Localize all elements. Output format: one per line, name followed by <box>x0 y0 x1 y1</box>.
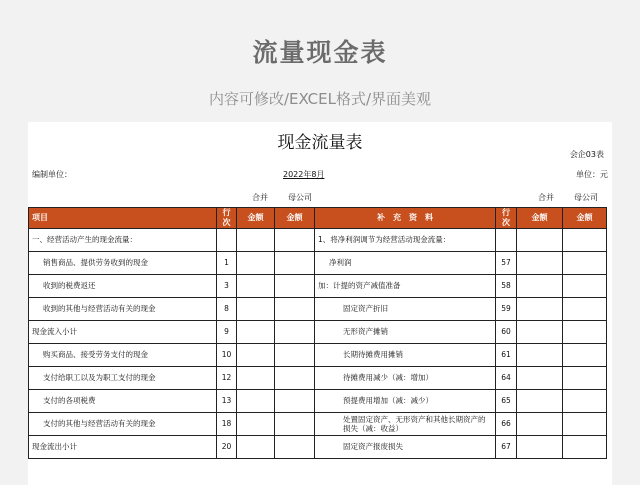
supplement-cell[interactable]: 固定资产报废损失 <box>315 436 496 459</box>
amount-cell[interactable] <box>237 367 275 390</box>
amount-cell[interactable] <box>275 321 315 344</box>
header-amount: 金额 <box>275 208 315 229</box>
line-no-cell[interactable]: 13 <box>217 390 237 413</box>
table-row <box>29 229 607 252</box>
report-date: 2022年8月 <box>283 170 325 179</box>
line-no-cell[interactable]: 59 <box>496 298 517 321</box>
amount-cell[interactable] <box>517 367 563 390</box>
org-label: 编制单位： <box>32 170 72 179</box>
supplement-cell[interactable]: 净利润 <box>315 252 496 275</box>
amount-cell[interactable] <box>275 229 315 252</box>
amount-cell[interactable] <box>563 298 607 321</box>
line-no-cell[interactable] <box>496 229 517 252</box>
item-cell[interactable]: 现金流出小计 <box>29 436 217 459</box>
item-cell[interactable]: 支付的各项税费 <box>29 390 217 413</box>
amount-cell[interactable] <box>237 321 275 344</box>
amount-cell[interactable] <box>563 344 607 367</box>
unit-label: 单位：元 <box>576 170 608 179</box>
line-no-cell[interactable]: 61 <box>496 344 517 367</box>
amount-cell[interactable] <box>517 298 563 321</box>
item-cell[interactable]: 购买商品、接受劳务支付的现金 <box>29 344 217 367</box>
table-row <box>29 252 607 275</box>
line-no-cell[interactable]: 66 <box>496 413 517 436</box>
supplement-cell[interactable]: 待摊费用减少（减：增加） <box>315 367 496 390</box>
amount-cell[interactable] <box>517 413 563 436</box>
line-no-cell[interactable]: 67 <box>496 436 517 459</box>
amount-cell[interactable] <box>517 344 563 367</box>
table-row <box>29 275 607 298</box>
supplement-cell[interactable]: 加：计提的资产减值准备 <box>315 275 496 298</box>
amount-cell[interactable] <box>237 229 275 252</box>
amount-cell[interactable] <box>275 252 315 275</box>
table-row <box>29 298 607 321</box>
header-item: 项目 <box>29 208 217 229</box>
amount-cell[interactable] <box>237 390 275 413</box>
banner-title: 流量现金表 <box>252 38 388 67</box>
amount-cell[interactable] <box>237 436 275 459</box>
line-no-cell[interactable]: 9 <box>217 321 237 344</box>
sheet-title: 现金流量表 <box>277 133 363 153</box>
header-amount: 金额 <box>563 208 607 229</box>
amount-cell[interactable] <box>275 413 315 436</box>
amount-cell[interactable] <box>563 252 607 275</box>
supplement-cell[interactable]: 预提费用增加（减：减少） <box>315 390 496 413</box>
table-row <box>29 367 607 390</box>
cash-flow-table <box>28 207 607 459</box>
amount-cell[interactable] <box>563 229 607 252</box>
item-cell[interactable]: 支付给职工以及为职工支付的现金 <box>29 367 217 390</box>
line-no-cell[interactable]: 10 <box>217 344 237 367</box>
header-amount: 金额 <box>517 208 563 229</box>
parent-label-right: 母公司 <box>574 193 598 202</box>
form-code: 会企03表 <box>569 150 604 159</box>
amount-cell[interactable] <box>275 367 315 390</box>
amount-cell[interactable] <box>517 229 563 252</box>
amount-cell[interactable] <box>237 298 275 321</box>
amount-cell[interactable] <box>563 436 607 459</box>
amount-cell[interactable] <box>237 275 275 298</box>
supplement-cell[interactable]: 无形资产摊销 <box>315 321 496 344</box>
table-header <box>29 208 607 229</box>
table-row <box>29 390 607 413</box>
line-no-cell[interactable]: 3 <box>217 275 237 298</box>
supplement-cell[interactable]: 处置固定资产、无形资产和其他长期资产的损失（减：收益） <box>315 413 496 436</box>
amount-cell[interactable] <box>563 367 607 390</box>
item-cell[interactable]: 现金流入小计 <box>29 321 217 344</box>
parent-label-left: 母公司 <box>288 193 312 202</box>
line-no-cell[interactable] <box>217 229 237 252</box>
header-line-no: 行次 <box>496 208 517 229</box>
amount-cell[interactable] <box>563 275 607 298</box>
table-row <box>29 321 607 344</box>
supplement-cell[interactable]: 长期待摊费用摊销 <box>315 344 496 367</box>
amount-cell[interactable] <box>275 436 315 459</box>
line-no-cell[interactable]: 57 <box>496 252 517 275</box>
item-cell[interactable]: 支付的其他与经营活动有关的现金 <box>29 413 217 436</box>
line-no-cell[interactable]: 12 <box>217 367 237 390</box>
amount-cell[interactable] <box>517 275 563 298</box>
amount-cell[interactable] <box>237 344 275 367</box>
line-no-cell[interactable]: 20 <box>217 436 237 459</box>
item-cell[interactable]: 一、经营活动产生的现金流量： <box>29 229 217 252</box>
line-no-cell[interactable]: 18 <box>217 413 237 436</box>
item-cell[interactable]: 收到的税费返还 <box>29 275 217 298</box>
line-no-cell[interactable]: 58 <box>496 275 517 298</box>
table-row <box>29 436 607 459</box>
amount-cell[interactable] <box>275 344 315 367</box>
merge-label-right: 合并 <box>538 193 554 202</box>
amount-cell[interactable] <box>275 298 315 321</box>
supplement-cell[interactable]: 固定资产折旧 <box>315 298 496 321</box>
amount-cell[interactable] <box>563 321 607 344</box>
amount-cell[interactable] <box>517 436 563 459</box>
amount-cell[interactable] <box>275 390 315 413</box>
amount-cell[interactable] <box>275 275 315 298</box>
amount-cell[interactable] <box>237 252 275 275</box>
amount-cell[interactable] <box>563 413 607 436</box>
banner-subtitle: 内容可修改/EXCEL格式/界面美观 <box>208 90 432 108</box>
amount-cell[interactable] <box>563 390 607 413</box>
table-row <box>29 413 607 436</box>
amount-cell[interactable] <box>517 321 563 344</box>
line-no-cell[interactable]: 64 <box>496 367 517 390</box>
table-row <box>29 344 607 367</box>
item-cell[interactable]: 销售商品、提供劳务收到的现金 <box>29 252 217 275</box>
header-amount: 金额 <box>237 208 275 229</box>
header-supplement: 补 充 资 料 <box>315 208 496 229</box>
line-no-cell[interactable]: 65 <box>496 390 517 413</box>
amount-cell[interactable] <box>237 413 275 436</box>
merge-label-left: 合并 <box>252 193 268 202</box>
line-no-cell[interactable]: 8 <box>217 298 237 321</box>
line-no-cell[interactable]: 60 <box>496 321 517 344</box>
supplement-cell[interactable]: 1、将净利润调节为经营活动现金流量： <box>315 229 496 252</box>
item-cell[interactable]: 收到的其他与经营活动有关的现金 <box>29 298 217 321</box>
spreadsheet <box>28 122 612 485</box>
line-no-cell[interactable]: 1 <box>217 252 237 275</box>
amount-cell[interactable] <box>517 252 563 275</box>
amount-cell[interactable] <box>517 390 563 413</box>
header-line-no: 行次 <box>217 208 237 229</box>
